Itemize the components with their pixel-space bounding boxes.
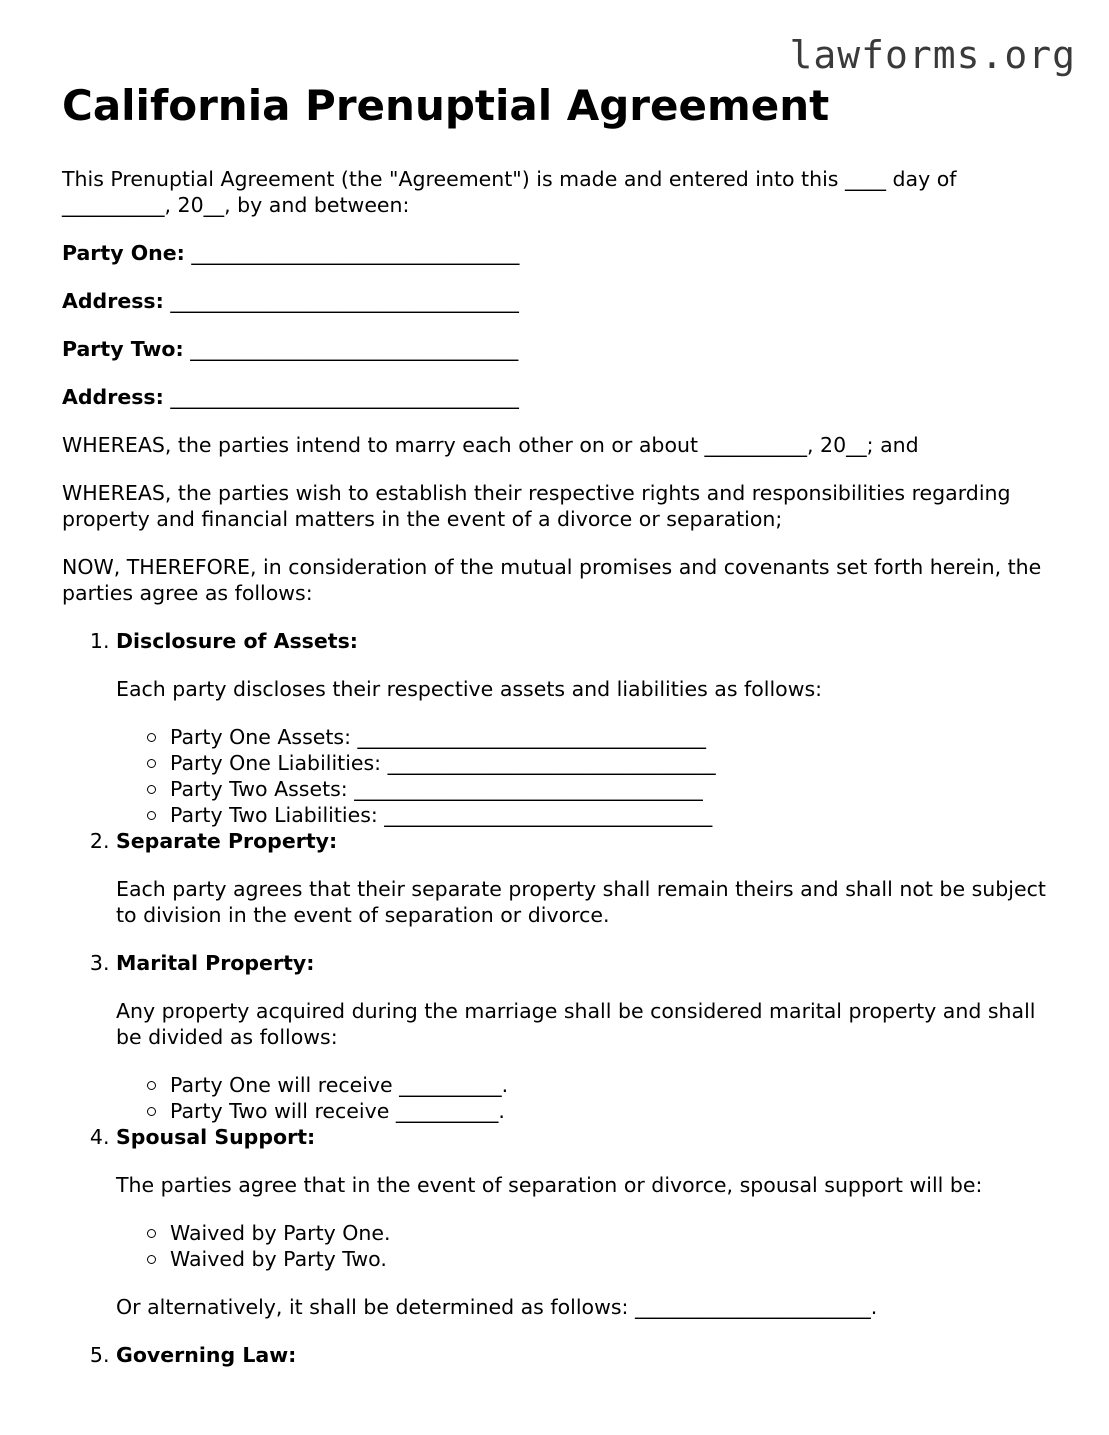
party-one-field bbox=[62, 240, 1052, 266]
document-title: California Prenuptial Agreement bbox=[62, 81, 830, 130]
therefore-paragraph: NOW, THEREFORE, in consideration of the mutual promises and covenants set forth herein, the parties agree as follows: bbox=[62, 555, 1042, 605]
party-one-blank: ________________________________ bbox=[191, 241, 520, 265]
intro-paragraph: This Prenuptial Agreement (the "Agreement") is made and entered into this ____ day of __________, 20__, by and between: bbox=[62, 167, 957, 217]
party-two-blank: ________________________________ bbox=[190, 337, 519, 361]
party-two-address-label: Address: bbox=[62, 385, 164, 409]
list-item: Waived by Party Two. bbox=[170, 1246, 1052, 1272]
party-two-address-blank: __________________________________ bbox=[170, 385, 519, 409]
spousal-support-list bbox=[116, 1220, 1052, 1272]
section-body: The parties agree that in the event of separation or divorce, spousal support will be: bbox=[116, 1173, 983, 1197]
whereas-marry-paragraph: WHEREAS, the parties intend to marry each other on or about __________, 20__; and bbox=[62, 433, 919, 457]
party-two-address-field bbox=[62, 384, 1052, 410]
section-title: 2. Separate Property: bbox=[116, 829, 338, 853]
site-watermark: lawforms.org bbox=[789, 33, 1076, 77]
list-item: Party Two will receive __________. bbox=[170, 1098, 1052, 1124]
list-item: Party One Assets: __________________________________ bbox=[170, 724, 1052, 750]
party-one-label: Party One: bbox=[62, 241, 185, 265]
section-body: Each party agrees that their separate property shall remain theirs and shall not be subject to division in the event of separation or divorce. bbox=[116, 877, 1046, 927]
party-two-field bbox=[62, 336, 1052, 362]
section-separate-property bbox=[116, 828, 1052, 928]
section-title: 3. Marital Property: bbox=[116, 951, 315, 975]
spousal-support-alternative: Or alternatively, it shall be determined as follows: _______________________. bbox=[116, 1295, 878, 1319]
list-item: Party One will receive __________. bbox=[170, 1072, 1052, 1098]
party-one-address-label: Address: bbox=[62, 289, 164, 313]
section-governing-law bbox=[116, 1342, 1052, 1368]
sections-list bbox=[62, 628, 1052, 1368]
party-two-label: Party Two: bbox=[62, 337, 184, 361]
document-page bbox=[62, 80, 1052, 1390]
section-title: 4. Spousal Support: bbox=[116, 1125, 316, 1149]
list-item: Party One Liabilities: ________________________________ bbox=[170, 750, 1052, 776]
section-spousal-support bbox=[116, 1124, 1052, 1320]
asset-list bbox=[116, 724, 1052, 828]
whereas-rights-paragraph: WHEREAS, the parties wish to establish their respective rights and responsibilities regarding property and financial matters in the event of a divorce or separation; bbox=[62, 481, 1011, 531]
marital-property-list bbox=[116, 1072, 1052, 1124]
section-body: Any property acquired during the marriage shall be considered marital property and shall be divided as follows: bbox=[116, 999, 1036, 1049]
party-one-address-field bbox=[62, 288, 1052, 314]
list-item: Waived by Party One. bbox=[170, 1220, 1052, 1246]
list-item: Party Two Liabilities: ________________________________ bbox=[170, 802, 1052, 828]
list-item: Party Two Assets: __________________________________ bbox=[170, 776, 1052, 802]
section-marital-property bbox=[116, 950, 1052, 1124]
section-title: 5. Governing Law: bbox=[116, 1343, 297, 1367]
party-one-address-blank: __________________________________ bbox=[170, 289, 519, 313]
section-title: 1. Disclosure of Assets: bbox=[116, 629, 358, 653]
section-disclosure-of-assets bbox=[116, 628, 1052, 828]
section-body: Each party discloses their respective assets and liabilities as follows: bbox=[116, 677, 823, 701]
